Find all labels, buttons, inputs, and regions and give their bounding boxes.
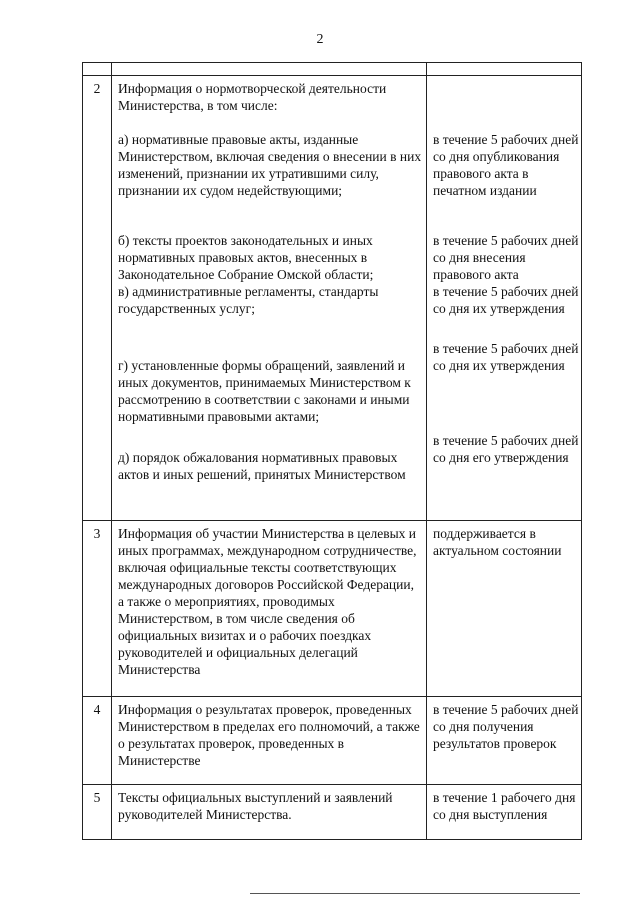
row-description: Информация об участии Министерства в целевых и иных программах, международном сотрудничестве, включая официальные тексты соответствующих международных договоров Российской Федерации, а также о мероприятиях, проводимых Министерством, в том числе сведения об официальных визитах и о рабочих поездках руководителей и официальных делегаций Министерства [112, 521, 427, 697]
page-number: 2 [316, 32, 324, 47]
item-term: в течение 5 рабочих дней со дня опубликования правового акта в печатном издании [433, 132, 579, 198]
item-text: в) административные регламенты, стандарты государственных услуг; [118, 284, 379, 316]
row-description: Тексты официальных выступлений и заявлений руководителей Министерства. [112, 785, 427, 840]
row-term: в течение 1 рабочего дня со дня выступления [427, 785, 582, 840]
row-description [112, 76, 427, 521]
item-term: в течение 5 рабочих дней со дня их утверждения [433, 284, 579, 316]
row-description: Информация о результатах проверок, проведенных Министерством в пределах его полномочий, а также о результатах проверок, проведенных в Министерстве [112, 697, 427, 785]
row-term [427, 76, 582, 521]
table-row [83, 785, 582, 840]
item-term: в течение 5 рабочих дней со дня его утверждения [433, 433, 579, 465]
item-text: а) нормативные правовые акты, изданные Министерством, включая сведения о внесении в них изменений, признании их утратившими силу, признании их судом недействующими; [118, 132, 422, 198]
item-text: г) установленные формы обращений, заявлений и иных документов, принимаемых Министерством к рассмотрению в соответствии с законами и иными нормативными правовыми актами; [118, 358, 411, 424]
item-text: б) тексты проектов законодательных и иных нормативных правовых актов, внесенных в Законодательное Собрание Омской области; [118, 233, 374, 282]
header-cell [427, 63, 582, 76]
bottom-divider [250, 893, 580, 894]
row-number: 5 [83, 785, 112, 840]
row-number: 3 [83, 521, 112, 697]
table-row [83, 697, 582, 785]
row-number: 2 [83, 76, 112, 521]
row-term: поддерживается в актуальном состоянии [427, 521, 582, 697]
item-term: в течение 5 рабочих дней со дня их утверждения [433, 341, 579, 373]
information-table [82, 62, 582, 840]
table-row [83, 521, 582, 697]
row-term: в течение 5 рабочих дней со дня получения результатов проверок [427, 697, 582, 785]
item-term: в течение 5 рабочих дней со дня внесения правового акта [433, 233, 579, 282]
table-header-row [83, 63, 582, 76]
header-cell [83, 63, 112, 76]
item-text: д) порядок обжалования нормативных правовых актов и иных решений, принятых Министерством [118, 450, 406, 482]
row-number: 4 [83, 697, 112, 785]
header-cell [112, 63, 427, 76]
table-row [83, 76, 582, 521]
row-heading: Информация о нормотворческой деятельности Министерства, в том числе: [118, 81, 387, 113]
